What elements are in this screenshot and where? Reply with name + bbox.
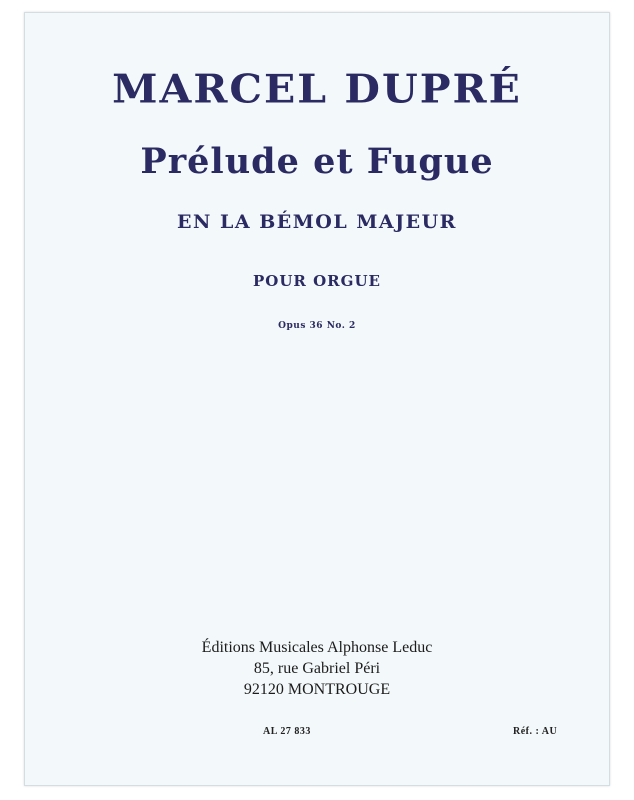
- instrument-label: POUR ORGUE: [253, 272, 381, 290]
- catalog-number: AL 27 833: [263, 726, 311, 737]
- publisher-block: [25, 637, 609, 700]
- key-signature: EN LA BÉMOL MAJEUR: [177, 211, 457, 233]
- publisher-name: Éditions Musicales Alphonse Leduc: [201, 639, 433, 656]
- opus-number: Opus 36 No. 2: [278, 321, 356, 331]
- score-cover: [24, 12, 610, 786]
- publisher-city: 92120 MONTROUGE: [243, 681, 391, 698]
- reference-code: Réf. : AU: [513, 726, 558, 737]
- composer-name: MARCEL DUPRÉ: [112, 66, 522, 112]
- publisher-street: 85, rue Gabriel Péri: [253, 660, 381, 677]
- work-title: Prélude et Fugue: [140, 141, 494, 182]
